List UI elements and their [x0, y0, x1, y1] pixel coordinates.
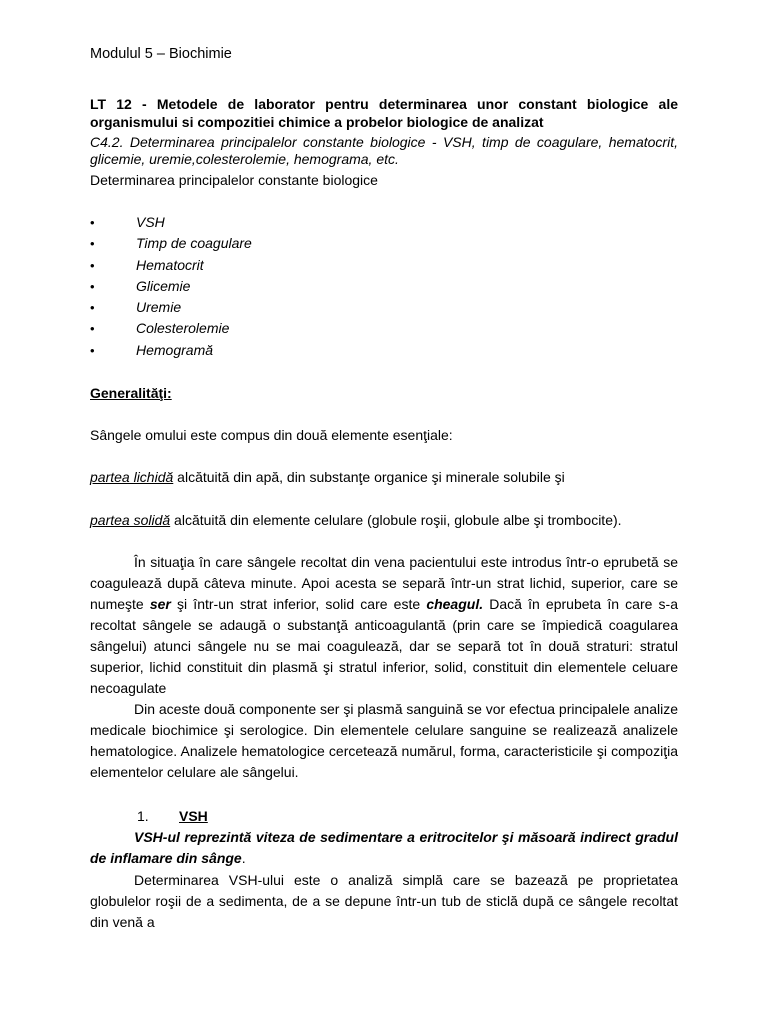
coagulation-paragraph [90, 552, 678, 699]
cheag-term: cheagul. [426, 596, 484, 612]
bullet-icon: • [90, 321, 95, 337]
list-item-label: Glicemie [136, 277, 191, 294]
paragraph-text: şi într-un strat inferior, solid care este [170, 596, 427, 612]
list-item-label: Timp de coagulare [136, 235, 252, 252]
generalitati-heading: Generalităţi: [90, 385, 172, 401]
paragraph-text: În situaţia în care sângele recoltat din vena pacientului este introdus într-o eprubetă se coagulează după câteva minute. Apoi acesta se separă într-un strat lichid, superior, care se numeşte [90, 554, 678, 612]
bullet-icon: • [90, 342, 95, 358]
list-item [90, 255, 390, 276]
list-item-label: Colesterolemie [136, 320, 230, 337]
section-heading-vsh [137, 806, 208, 827]
ser-term: ser [149, 596, 171, 612]
list-item [90, 318, 390, 339]
list-item [90, 212, 390, 233]
constants-list [90, 212, 390, 361]
liquid-part-text: alcătuită din apă, din substanţe organice şi minerale solubile şi [173, 469, 565, 485]
liquid-part-paragraph [90, 467, 678, 488]
list-item-label: Hemogramă [136, 341, 214, 358]
vsh-definition-end: . [241, 850, 246, 866]
solid-part-term: partea solidă [90, 512, 171, 528]
list-item [90, 233, 390, 254]
section-title: VSH [179, 808, 208, 824]
vsh-definition-text: VSH-ul reprezintă viteza de sedimentare a eritrocitelor şi măsoară indirect gradul de inflamare din sânge [90, 829, 678, 866]
list-item [90, 340, 390, 361]
lesson-title: LT 12 - Metodele de laborator pentru determinarea unor constant biologice ale organismului si compozitiei chimice a probelor biologice de analizat [90, 96, 678, 130]
solid-part-paragraph [90, 510, 678, 531]
paragraph-text: Dacă în eprubeta în care s-a recoltat sângele se adaugă o substanţă anticoagulantă (prin care se împiedică coagularea sângelui) atunci sângele nu se mai coagulează, dar se separă tot în două straturi: stratul superior, lichid constituit din plasmă şi stratul inferior, solid, constituit din elementele celuare necoagulate [90, 596, 679, 696]
module-title: Modulul 5 – Biochimie [90, 46, 232, 62]
intro-paragraph: Sângele omului este compus din două elemente esenţiale: [90, 427, 453, 443]
bullet-icon: • [90, 278, 95, 294]
solid-part-text: alcătuită din elemente celulare (globule roşii, globule albe şi trombocite). [170, 512, 622, 528]
analyses-paragraph: Din aceste două componente ser şi plasmă sanguină se vor efectua principalele analize medicale biochimice şi serologice. Din elementele celulare sanguine se realizează analizele hematologice. Analizele hematologice cercetează numărul, forma, caracteristicile şi compoziţia elementelor celulare ale sângelui. [90, 701, 678, 780]
vsh-paragraph: Determinarea VSH-ului este o analiză simplă care se bazează pe proprietatea globulelor roşii de a sedimenta, de a se depune într-un tub de sticlă după ce sângele recoltat din venă a [90, 872, 678, 930]
bullet-icon: • [90, 257, 95, 273]
bullet-icon: • [90, 300, 95, 316]
bullet-icon: • [90, 215, 95, 230]
vsh-definition [90, 827, 678, 869]
section-intro: Determinarea principalelor constante biologice [90, 172, 378, 188]
lesson-subtitle: C4.2. Determinarea principalelor constante biologice - VSH, timp de coagulare, hematocrit, glicemie, uremie,colesterolemie, hemograma, etc. [90, 134, 678, 167]
list-item [90, 297, 390, 318]
bullet-icon: • [90, 236, 95, 252]
section-number: 1. [137, 808, 149, 824]
liquid-part-term: partea lichidă [90, 469, 174, 485]
list-item-label: Uremie [136, 299, 182, 316]
list-item-label: Hematocrit [136, 256, 204, 273]
list-item-label: VSH [136, 214, 165, 230]
list-item [90, 276, 390, 297]
